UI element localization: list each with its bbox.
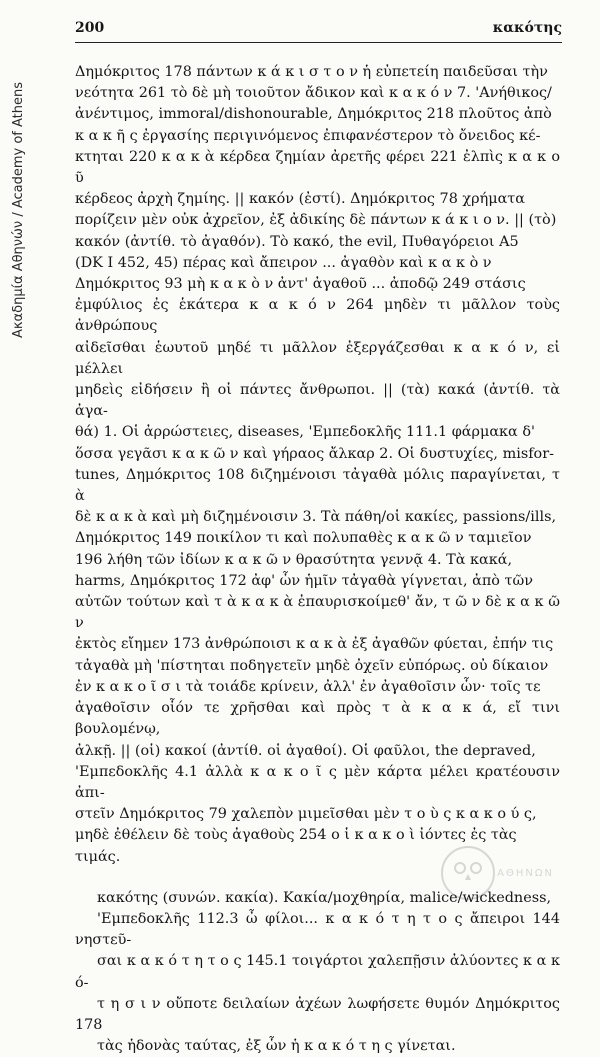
page-number: 200 [75, 20, 105, 36]
text-line: τ η σ ι ν οὔποτε δειλαίων ἀχέων λωφήσετε θυμόν Δημόκριτος 178 [75, 995, 560, 1033]
text-line: τὰς ἡδονὰς ταύτας, ἐξ ὧν ἡ κ α κ ό τ η ς γίνεται. [97, 1038, 456, 1055]
text-line: κακόν (ἀντίθ. τὸ ἀγαθόν). Τὸ κακό, the evil, Πυθαγόρειοι Α5 [75, 233, 519, 250]
text-line: Δημόκριτος 93 μὴ κ α κ ὸ ν ἀντ' ἀγαθοῦ ... ἀποδῷ 249 στάσις [75, 276, 526, 293]
text-line: κέρδεος ἀρχὴ ζημίης. || κακόν (ἐστί). Δημόκριτος 78 χρήματα [75, 191, 525, 208]
page-body [75, 62, 560, 1057]
text-line: αὐτῶν τούτων καὶ τ ὰ κ α κ ὰ ἐπαυρισκοίμεθ' ἄν, τ ῶ ν δὲ κ α κ ῶ ν [75, 594, 560, 632]
text-line: ἀγαθοῖσιν οἷόν τε χρῆσθαι καὶ πρὸς τ ὰ κ α κ ά, εἴ τινι βουλομένῳ, [75, 700, 560, 738]
text-line: τιμάς. [75, 848, 121, 865]
entry-kakos-continuation [75, 62, 560, 868]
library-stamp [434, 843, 554, 903]
text-line: Δημόκριτος 178 πάντων κ ά κ ι σ τ ο ν ἡ εὐπετείη παιδεῦσαι τὴν [75, 64, 548, 80]
text-line: μηδὲ ἐθέλειν δὲ τοὺς ἀγαθοὺς 254 ο ἱ κ α κ ο ὶ ἰόντες ἐς τὰς [75, 827, 517, 844]
text-line: tunes, Δημόκριτος 108 διζημένοισι τἀγαθὰ μόλις παραγίνεται, τ ὰ [75, 466, 560, 505]
text-line: 196 λήθη τῶν ἰδίων κ α κ ῶ ν θρασύτητα γεννᾷ 4. Τὰ κακά, [75, 551, 513, 568]
text-line: ἀνέντιμος, immoral/dishonourable, Δημόκριτος 218 πλοῦτος ἀπὸ [75, 106, 552, 123]
text-line: τἀγαθὰ μὴ 'πίστηται ποδηγετεῖν μηδὲ ὀχεῖν εὐπόρως. οὐ δίκαιον [75, 657, 549, 674]
text-line: κτηται 220 κ α κ ὰ κέρδεα ζημίαν ἀρετῆς φέρει 221 ἐλπὶς κ α κ ο ῦ [75, 148, 560, 187]
text-line: Δημόκριτος 149 ποικίλον τι καὶ πολυπαθὲς κ α κ ῶ ν ταμιεῖον [75, 530, 532, 547]
text-line: θά) 1. Οἱ ἀρρώστειες, diseases, 'Εμπεδοκλῆς 111.1 φάρμακα δ' [75, 424, 535, 441]
text-line: πορίζειν μὲν οὐκ ἀχρεῖον, ἐξ ἀδικίης δὲ πάντων κ ά κ ι ο ν. || (τὸ) [75, 212, 557, 229]
stamp-label: ΑΘΗΝΩΝ [497, 867, 554, 879]
owl-stamp-icon [439, 844, 497, 902]
text-line: σαι κ α κ ό τ η τ ο ς 145.1 τοιγάρτοι χαλεπῇσιν ἀλύοντες κ α κ ό- [75, 953, 560, 991]
text-line: κ α κ ῆ ς ἐργασίης περιγινόμενος ἐπιφανέστερον τὸ ὄνειδος κέ- [75, 127, 541, 144]
text-line: αἰδεῖσθαι ἑωυτοῦ μηδέ τι μᾶλλον ἐξεργάζεσθαι κ α κ ό ν, εἰ μέλλει [75, 339, 560, 377]
page-header [75, 18, 562, 43]
text-line: harms, Δημόκριτος 172 ἀφ' ὧν ἡμῖν τἀγαθὰ γίγνεται, ἀπὸ τῶν [75, 572, 533, 589]
text-line: νεότητα 261 τὸ δὲ μὴ τοιοῦτον ἄδικον καὶ κ α κ ό ν 7. 'Ανήθικος/ [75, 85, 552, 102]
text-line: ὅσσα γεγᾶσι κ α κ ῶ ν καὶ γήραος ἄλκαρ 2. Οἱ δυστυχίες, misfor- [75, 445, 554, 462]
text-line: δὲ κ α κ ὰ καὶ μὴ διζημένοισιν 3. Τὰ πάθη/οἱ κακίες, passions/ills, [75, 509, 557, 526]
text-line: ἐμφύλιος ἐς ἑκάτερα κ α κ ό ν 264 μηδὲν τι μᾶλλον τοὺς ἀνθρώπους [75, 297, 560, 335]
text-line: (DK I 452, 45) πέρας καὶ ἄπειρον ... ἀγαθὸν καὶ κ α κ ὸ ν [75, 254, 492, 271]
text-line: 'Εμπεδοκλῆς 4.1 ἀλλὰ κ α κ ο ῖ ς μὲν κάρτα μέλει κρατέουσιν ἀπι- [75, 763, 560, 801]
text-line: ἐν κ α κ ο ῖ σ ι τὰ τοιάδε κρίνειν, ἀλλ' ἐν ἀγαθοῖσιν ὧν· τοῖς τε [75, 678, 541, 695]
text-line: μηδεὶς εἰδήσειν ἢ οἱ πάντες ἄνθρωποι. || (τὰ) κακά (ἀντίθ. τὰ ἀγα- [75, 382, 560, 420]
running-head: κακότης [492, 20, 562, 36]
text-line: στεῖν Δημόκριτος 79 χαλεπὸν μιμεῖσθαι μὲν τ ο ὺ ς κ α κ ο ύ ς, [75, 806, 537, 823]
entry-kakotes [75, 888, 560, 1057]
text-line: 'Εμπεδοκλῆς 112.3 ὦ φίλοι... κ α κ ό τ η τ ο ς ἄπειροι 144 νηστεῦ- [75, 910, 560, 949]
text-line: ἀλκῇ. || (οἱ) κακοί (ἀντίθ. οἱ ἀγαθοί). Οἱ φαῦλοι, the depraved, [75, 742, 536, 759]
entry-headline: κακότης (συνών. κακία). Κακία/μοχθηρία, malice/wickedness, [97, 889, 552, 906]
text-line: ἐκτὸς εἴημεν 173 ἀνθρώποισι κ α κ ὰ ἐξ ἀγαθῶν φύεται, ἐπήν τις [75, 636, 554, 653]
archive-watermark: Ακαδημία Αθηνών / Academy of Athens [11, 81, 26, 339]
